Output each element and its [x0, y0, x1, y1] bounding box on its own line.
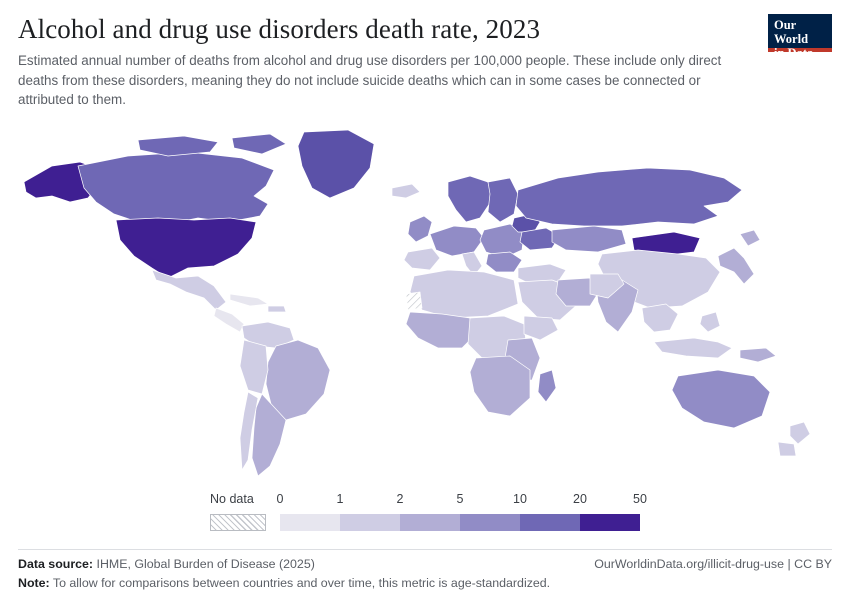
country-north-africa[interactable] [410, 270, 518, 318]
country-hispaniola[interactable] [268, 306, 286, 312]
owid-logo-line1: Our World [774, 18, 809, 46]
country-central-america[interactable] [214, 308, 244, 332]
country-western-europe[interactable] [430, 226, 484, 256]
legend-bin-10-20[interactable] [520, 514, 580, 531]
legend-tick-0: 0 [276, 492, 284, 506]
map-legend [210, 492, 660, 538]
legend-bin-2-5[interactable] [400, 514, 460, 531]
country-united-states[interactable] [116, 218, 256, 278]
footer-source-label: Data source: [18, 557, 94, 571]
country-iceland[interactable] [392, 184, 420, 198]
legend-tick-10: 10 [513, 492, 527, 506]
legend-bin-5-10[interactable] [460, 514, 520, 531]
country-australia[interactable] [672, 370, 770, 428]
country-southeast-asia[interactable] [642, 304, 678, 332]
legend-labels [210, 492, 660, 509]
footer-note-label: Note: [18, 576, 50, 590]
country-korea-japan[interactable] [718, 248, 754, 284]
country-japan-north[interactable] [740, 230, 760, 246]
country-iberia[interactable] [404, 248, 440, 270]
country-russia[interactable] [516, 168, 742, 226]
legend-bars [210, 514, 660, 531]
country-balkans[interactable] [486, 252, 522, 272]
chart-footer [18, 549, 832, 590]
country-png[interactable] [740, 348, 776, 362]
owid-logo[interactable] [768, 14, 832, 60]
footer-row [18, 557, 832, 571]
legend-tick-50: 50 [633, 492, 647, 506]
page-title: Alcohol and drug use disorders death rate, 2023 [18, 14, 541, 44]
country-horn-africa[interactable] [524, 316, 558, 340]
country-uk-ireland[interactable] [408, 216, 432, 242]
country-canada-islands[interactable] [138, 136, 218, 156]
country-canada-islands-2[interactable] [232, 134, 286, 154]
country-philippines[interactable] [700, 312, 720, 332]
chart-subtitle: Estimated annual number of deaths from alcohol and drug use disorders per 100,000 people. These include only direct deaths from these disorders, meaning they do not include suicide deaths which can in some cases be connected or attributed to them. [18, 53, 722, 107]
country-scandinavia[interactable] [448, 176, 492, 222]
legend-bin-20-50[interactable] [580, 514, 640, 531]
legend-tick-1: 1 [336, 492, 344, 506]
legend-tick-2: 2 [396, 492, 404, 506]
legend-tick-5: 5 [456, 492, 464, 506]
world-map-svg[interactable] [18, 126, 832, 486]
footer-source [18, 557, 315, 571]
world-map[interactable] [18, 126, 832, 486]
legend-no-data-swatch[interactable] [210, 514, 266, 531]
country-new-zealand[interactable] [790, 422, 810, 444]
footer-divider [18, 549, 832, 550]
country-peru-bolivia[interactable] [240, 340, 268, 394]
country-kazakhstan[interactable] [552, 226, 626, 252]
legend-tick-20: 20 [573, 492, 587, 506]
country-greenland[interactable] [298, 130, 374, 198]
legend-bin-1-2[interactable] [340, 514, 400, 531]
country-brazil[interactable] [266, 340, 330, 420]
country-indonesia[interactable] [654, 338, 732, 358]
legend-scale-bars [280, 514, 640, 531]
footer-link[interactable]: OurWorldinData.org/illicit-drug-use | CC BY [594, 557, 832, 571]
footer-source-text: IHME, Global Burden of Disease (2025) [96, 557, 315, 571]
footer-note-text: To allow for comparisons between countries and over time, this metric is age-standardized. [52, 576, 551, 590]
country-mexico[interactable] [152, 270, 226, 310]
footer-note [18, 576, 832, 590]
country-madagascar[interactable] [538, 370, 556, 402]
country-southern-africa[interactable] [470, 356, 530, 416]
country-finland-baltics[interactable] [488, 178, 518, 222]
country-new-zealand-south[interactable] [778, 442, 796, 456]
chart-header [18, 14, 832, 110]
country-cuba[interactable] [230, 294, 268, 306]
owid-logo-line2: in Data [774, 46, 814, 60]
country-west-africa[interactable] [406, 312, 476, 348]
legend-no-data-label: No data [210, 492, 254, 506]
legend-bin-0-1[interactable] [280, 514, 340, 531]
country-no-data-western-sahara[interactable] [406, 292, 422, 310]
country-canada[interactable] [78, 152, 274, 224]
